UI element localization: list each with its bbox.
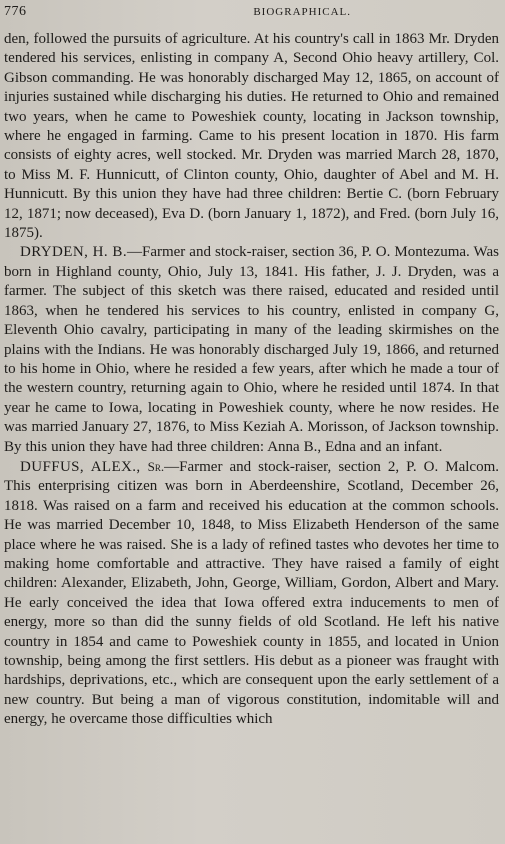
entry-text: —Farmer and stock-raiser, section 36, P. O. Montezuma. Was born in Highland county, Ohio, July 13, 1841. His father, J. J. Dryden, was a farmer. The subject of this sketch was there raised, educated and resided until 1863, when he tendered his services to his country, enlisted in company G, Eleventh Ohio cavalry, participating in many of the leading skirmishes on the plains with the Indians. He was honorably discharged July 19, 1866, and returned to his home in Ohio, where he resided a few years, after which he made a tour of the western country, returning again to Ohio, where he resided until 1874. In that year he came to Iowa, locating in Poweshiek county, where he now resides. He was married January 27, 1876, to Miss Keziah A. Morisson, of Jackson township. By this union they have had three children: Anna B., Edna and an infant.: [4, 244, 499, 455]
running-head: BIOGRAPHICAL.: [253, 6, 351, 18]
entry-text: —Farmer and stock-raiser, section 2, P. O. Malcom. This enterprising citizen was born in Aberdeenshire, Scotland, December 26, 1818. Was raised on a farm and received his education at the common schools. He was married December 10, 1848, to Miss Elizabeth Henderson of the same place where he was raised. She is a lady of refined tastes who devotes her time to making home comfortable and attractive. They have raised a family of eight children: Alexander, Elizabeth, John, George, William, Gordon, Albert and Mary. He early conceived the idea that Iowa offered extra inducements to men of energy, more so than did the sunny fields of old Scotland. He left his native country in 1854 and came to Poweshiek county in 1855, and located in Union township, being among the first settlers. His debut as a pioneer was fraught with hardships, deprivations, etc., which are consequent upon the early settlement of a new country. But being a man of vigorous constitution, indomitable will and energy, he overcame those difficulties which: [4, 458, 499, 728]
entry-name: DRYDEN, H. B.: [20, 244, 127, 261]
body-text: [4, 30, 499, 730]
entry-name-suffix: Sr.: [147, 458, 165, 474]
paragraph-text: den, followed the pursuits of agriculture. At his country's call in 1863 Mr. Dryden tendered his services, enlisting in company A, Second Ohio heavy artillery, Col. Gibson commanding. He was honorably discharged May 12, 1865, on account of injuries sustained while discharging his duties. He returned to Ohio and remained two years, when he came to Poweshiek county, locating in Jackson township, where he engaged in farming. Came to his present location in 1870. His farm consists of eighty acres, well stocked. Mr. Dryden was married March 28, 1870, to Miss M. F. Hunnicutt, of Clinton county, Ohio, daughter of Abel and M. H. Hunnicutt. By this union they have had three children: Bertie C. (born February 12, 1871; now deceased), Eva D. (born January 1, 1872), and Fred. (born July 16, 1875).: [4, 31, 499, 242]
entry-name: DUFFUS, ALEX.,: [20, 458, 141, 475]
entry-dryden-hb: [4, 243, 499, 456]
page-number: 776: [4, 4, 27, 19]
page-header: [4, 4, 499, 30]
paragraph-dryden-continued: [4, 30, 499, 243]
entry-duffus-alex: [4, 457, 499, 730]
